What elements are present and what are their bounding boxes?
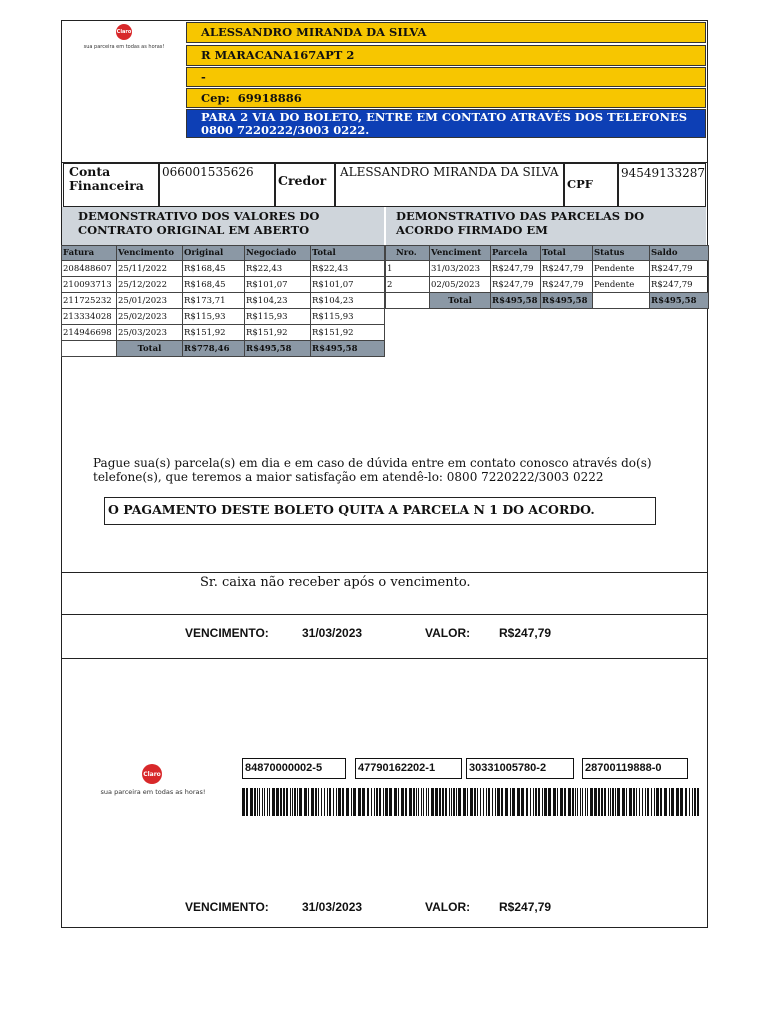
total-cell: R$101,07 [311, 277, 385, 293]
negociado-cell: R$101,07 [245, 277, 311, 293]
total-cell: R$151,92 [311, 325, 385, 341]
barcode-bar [259, 788, 260, 816]
barcode-bar [308, 788, 309, 816]
table-row [386, 261, 709, 277]
barcode-bar [564, 788, 566, 816]
barcode-bar [692, 788, 693, 816]
col-header: Total [541, 246, 593, 261]
second-copy-notice: PARA 2 VIA DO BOLETO, ENTRE EM CONTATO ATRAVÉS DOS TELEFONES 0800 7220222/3003 0222. [186, 109, 706, 138]
barcode-bar [521, 788, 524, 816]
barcode-bar [280, 788, 282, 816]
barcode [242, 788, 702, 816]
saldo-cell: R$247,79 [650, 277, 709, 293]
barcode-bar [629, 788, 632, 816]
barcode-bar [626, 788, 627, 816]
barcode-bar [262, 788, 263, 816]
barcode-bar [321, 788, 322, 816]
digitable-line-group: 84870000002-5 [242, 758, 346, 779]
barcode-bar [342, 788, 344, 816]
negociado-cell: R$22,43 [245, 261, 311, 277]
vencimento-label: VENCIMENTO: [185, 900, 269, 914]
total-cell: R$22,43 [311, 261, 385, 277]
barcode-bar [463, 788, 466, 816]
barcode-bar [480, 788, 481, 816]
barcode-bar [642, 788, 643, 816]
vencimento-cell: 02/05/2023 [430, 277, 491, 293]
total-total: R$495,58 [311, 341, 385, 357]
original-cell: R$168,45 [183, 277, 245, 293]
barcode-bar [336, 788, 337, 816]
barcode-bar [639, 788, 640, 816]
original-cell: R$168,45 [183, 261, 245, 277]
barcode-bar [435, 788, 438, 816]
cep-label: Cep: [201, 91, 230, 105]
barcode-bar [610, 788, 611, 816]
barcode-bar [242, 788, 245, 816]
barcode-bar [568, 788, 571, 816]
col-header: Saldo [650, 246, 709, 261]
barcode-bar [449, 788, 450, 816]
fatura-cell: 214946698 [62, 325, 117, 341]
barcode-bar [608, 788, 609, 816]
total-negociado: R$495,58 [245, 341, 311, 357]
total-parcela: R$495,58 [491, 293, 541, 309]
original-cell: R$151,92 [183, 325, 245, 341]
barcode-bar [389, 788, 392, 816]
barcode-bar [353, 788, 356, 816]
barcode-bar [398, 788, 399, 816]
barcode-bar [654, 788, 655, 816]
barcode-bar [318, 788, 319, 816]
barcode-bar [617, 788, 620, 816]
table-row [62, 293, 385, 309]
divider [61, 614, 708, 615]
barcode-bar [575, 788, 576, 816]
barcode-bar [264, 788, 265, 816]
col-header: Nro. [386, 246, 430, 261]
col-header: Original [183, 246, 245, 261]
contact-message: Pague sua(s) parcela(s) em dia e em caso de dúvida entre em contato conosco através do(s) telefone(s), que teremos a maior satisfação em atendê-lo: 0800 7220222/3003 0222 [93, 456, 652, 484]
barcode-bar [311, 788, 314, 816]
barcode-bar [594, 788, 597, 816]
barcode-bar [535, 788, 537, 816]
barcode-bar [409, 788, 412, 816]
customer-address: R MARACANA167APT 2 [186, 45, 706, 66]
barcode-bar [590, 788, 593, 816]
barcode-bar [671, 788, 674, 816]
cep-value: 69918886 [237, 91, 302, 105]
digitable-line-group: 47790162202-1 [355, 758, 462, 779]
fatura-cell: 210093713 [62, 277, 117, 293]
barcode-bar [604, 788, 606, 816]
barcode-bar [501, 788, 503, 816]
col-header: Vencimento [117, 246, 183, 261]
barcode-bar [669, 788, 670, 816]
vencimento-cell: 25/02/2023 [117, 309, 183, 325]
barcode-bar [257, 788, 258, 816]
barcode-bar [685, 788, 687, 816]
barcode-bar [286, 788, 288, 816]
totals-row [62, 341, 385, 357]
barcode-bar [272, 788, 275, 816]
barcode-bar [542, 788, 543, 816]
table-row [62, 277, 385, 293]
barcode-bar [577, 788, 578, 816]
barcode-bar [467, 788, 468, 816]
original-cell: R$115,93 [183, 309, 245, 325]
barcode-bar [416, 788, 417, 816]
barcode-bar [651, 788, 652, 816]
parcela-cell: R$247,79 [491, 261, 541, 277]
barcode-bar [385, 788, 388, 816]
conta-value: 066001535626 [159, 163, 275, 207]
barcode-bar [413, 788, 415, 816]
barcode-bar [553, 788, 556, 816]
vencimento-cell: 31/03/2023 [430, 261, 491, 277]
status-cell: Pendente [593, 261, 650, 277]
claro-logo [68, 24, 180, 56]
barcode-bar [346, 788, 349, 816]
barcode-bar [601, 788, 603, 816]
table-row [62, 261, 385, 277]
negociado-cell: R$104,23 [245, 293, 311, 309]
credor-value: ALESSANDRO MIRANDA DA SILVA [335, 163, 564, 207]
barcode-bar [645, 788, 646, 816]
barcode-bar [495, 788, 496, 816]
barcode-bar [269, 788, 270, 816]
barcode-bar [246, 788, 248, 816]
barcode-bar [426, 788, 427, 816]
original-cell: R$173,71 [183, 293, 245, 309]
customer-cep [186, 88, 706, 108]
cpf-label: CPF [564, 163, 618, 207]
valor-label: VALOR: [425, 900, 471, 914]
barcode-bar [530, 788, 531, 816]
cpf-value: 94549133287 [618, 163, 706, 207]
barcode-bar [497, 788, 500, 816]
total-original: R$778,46 [183, 341, 245, 357]
barcode-bar [557, 788, 558, 816]
barcode-bar [598, 788, 600, 816]
total-label: Total [430, 293, 491, 309]
vencimento-cell: 25/01/2023 [117, 293, 183, 309]
nro-cell: 1 [386, 261, 430, 277]
digitable-line-group: 28700119888-0 [582, 758, 688, 779]
barcode-bar [477, 788, 478, 816]
barcode-bar [283, 788, 285, 816]
barcode-bar [453, 788, 455, 816]
fatura-cell: 213334028 [62, 309, 117, 325]
barcode-bar [512, 788, 515, 816]
vencimento-value: 31/03/2023 [302, 626, 363, 640]
barcode-bar [615, 788, 616, 816]
barcode-bar [488, 788, 490, 816]
barcode-bar [299, 788, 302, 816]
valor-label: VALOR: [425, 626, 471, 640]
barcode-bar [456, 788, 457, 816]
barcode-bar [405, 788, 407, 816]
barcode-bar [315, 788, 317, 816]
barcode-bar [324, 788, 325, 816]
conta-label: Conta Financeira [63, 163, 159, 207]
cashier-notice: Sr. caixa não receber após o vencimento. [200, 575, 471, 590]
barcode-bar [538, 788, 540, 816]
barcode-bar [587, 788, 588, 816]
barcode-bar [697, 788, 699, 816]
barcode-bar [362, 788, 365, 816]
barcode-bar [445, 788, 447, 816]
claro-logo-icon: Claro [142, 764, 162, 784]
logo-tagline: sua parceira em todas as horas! [100, 788, 206, 796]
barcode-bar [379, 788, 381, 816]
barcode-bar [680, 788, 683, 816]
original-contract-title: DEMONSTRATIVO DOS VALORES DO CONTRATO ORIGINAL EM ABERTO [62, 207, 384, 245]
vencimento-value: 31/03/2023 [302, 900, 363, 914]
claro-logo-icon: Claro [116, 24, 132, 40]
barcode-bar [327, 788, 328, 816]
table-row [386, 277, 709, 293]
divider [61, 572, 708, 573]
barcode-bar [294, 788, 296, 816]
barcode-bar [660, 788, 662, 816]
negociado-cell: R$115,93 [245, 309, 311, 325]
barcode-bar [250, 788, 253, 816]
total-cell: R$247,79 [541, 261, 593, 277]
barcode-bar [544, 788, 547, 816]
barcode-bar [622, 788, 625, 816]
barcode-bar [582, 788, 583, 816]
barcode-bar [656, 788, 659, 816]
barcode-bar [267, 788, 268, 816]
barcode-bar [572, 788, 574, 816]
barcode-bar [297, 788, 298, 816]
credor-label: Credor [275, 163, 335, 207]
parcela-cell: R$247,79 [491, 277, 541, 293]
barcode-bar [474, 788, 476, 816]
vencimento-cell: 25/03/2023 [117, 325, 183, 341]
barcode-bar [358, 788, 361, 816]
total-cell: R$115,93 [311, 309, 385, 325]
valor-value: R$247,79 [499, 626, 552, 640]
barcode-bar [505, 788, 508, 816]
barcode-bar [647, 788, 649, 816]
saldo-cell: R$247,79 [650, 261, 709, 277]
barcode-bar [533, 788, 534, 816]
fatura-cell: 211725232 [62, 293, 117, 309]
barcode-bar [526, 788, 528, 816]
valor-value: R$247,79 [499, 900, 552, 914]
barcode-bar [458, 788, 461, 816]
barcode-bar [290, 788, 291, 816]
barcode-bar [548, 788, 551, 816]
barcode-bar [694, 788, 696, 816]
barcode-bar [371, 788, 372, 816]
fatura-cell: 208488607 [62, 261, 117, 277]
digitable-line-group: 30331005780-2 [466, 758, 574, 779]
barcode-bar [560, 788, 563, 816]
barcode-bar [439, 788, 441, 816]
barcode-bar [585, 788, 586, 816]
barcode-bar [510, 788, 511, 816]
col-header: Total [311, 246, 385, 261]
barcode-bar [367, 788, 369, 816]
barcode-bar [580, 788, 581, 816]
table-row [62, 325, 385, 341]
customer-complement: - [186, 67, 706, 87]
col-header: Venciment [430, 246, 491, 261]
barcode-bar [394, 788, 397, 816]
total-total: R$495,58 [541, 293, 593, 309]
col-header: Status [593, 246, 650, 261]
vencimento-cell: 25/12/2022 [117, 277, 183, 293]
claro-logo [68, 764, 238, 802]
barcode-bar [376, 788, 378, 816]
status-cell: Pendente [593, 277, 650, 293]
vencimento-label: VENCIMENTO: [185, 626, 269, 640]
barcode-bar [492, 788, 493, 816]
customer-name: ALESSANDRO MIRANDA DA SILVA [186, 22, 706, 43]
barcode-bar [689, 788, 690, 816]
barcode-bar [633, 788, 635, 816]
barcode-bar [442, 788, 444, 816]
barcode-bar [483, 788, 484, 816]
negociado-cell: R$151,92 [245, 325, 311, 341]
barcode-bar [431, 788, 434, 816]
barcode-bar [676, 788, 679, 816]
barcode-bar [664, 788, 667, 816]
barcode-bar [517, 788, 520, 816]
total-cell: R$104,23 [311, 293, 385, 309]
original-contract-table [61, 245, 385, 357]
barcode-bar [292, 788, 293, 816]
barcode-bar [612, 788, 614, 816]
barcode-bar [470, 788, 473, 816]
barcode-bar [451, 788, 452, 816]
agreement-table [385, 245, 709, 309]
barcode-bar [383, 788, 384, 816]
col-header: Negociado [245, 246, 311, 261]
barcode-bar [333, 788, 334, 816]
total-label: Total [117, 341, 183, 357]
table-row [62, 309, 385, 325]
barcode-bar [428, 788, 429, 816]
quita-notice: O PAGAMENTO DESTE BOLETO QUITA A PARCELA N 1 DO ACORDO. [104, 497, 656, 525]
barcode-bar [421, 788, 422, 816]
barcode-bar [338, 788, 341, 816]
totals-row [386, 293, 709, 309]
col-header: Fatura [62, 246, 117, 261]
barcode-bar [329, 788, 331, 816]
total-saldo: R$495,58 [650, 293, 709, 309]
vencimento-cell: 25/11/2022 [117, 261, 183, 277]
barcode-bar [636, 788, 637, 816]
barcode-bar [423, 788, 424, 816]
nro-cell: 2 [386, 277, 430, 293]
barcode-bar [401, 788, 404, 816]
barcode-bar [486, 788, 487, 816]
barcode-bar [276, 788, 279, 816]
barcode-bar [254, 788, 256, 816]
barcode-bar [418, 788, 419, 816]
barcode-bar [351, 788, 352, 816]
barcode-bar [374, 788, 375, 816]
total-cell: R$247,79 [541, 277, 593, 293]
col-header: Parcela [491, 246, 541, 261]
barcode-bar [304, 788, 307, 816]
agreement-title: DEMONSTRATIVO DAS PARCELAS DO ACORDO FIRMADO EM [386, 207, 706, 245]
logo-tagline: sua parceira em todas as horas! [83, 44, 165, 50]
divider [61, 658, 708, 659]
